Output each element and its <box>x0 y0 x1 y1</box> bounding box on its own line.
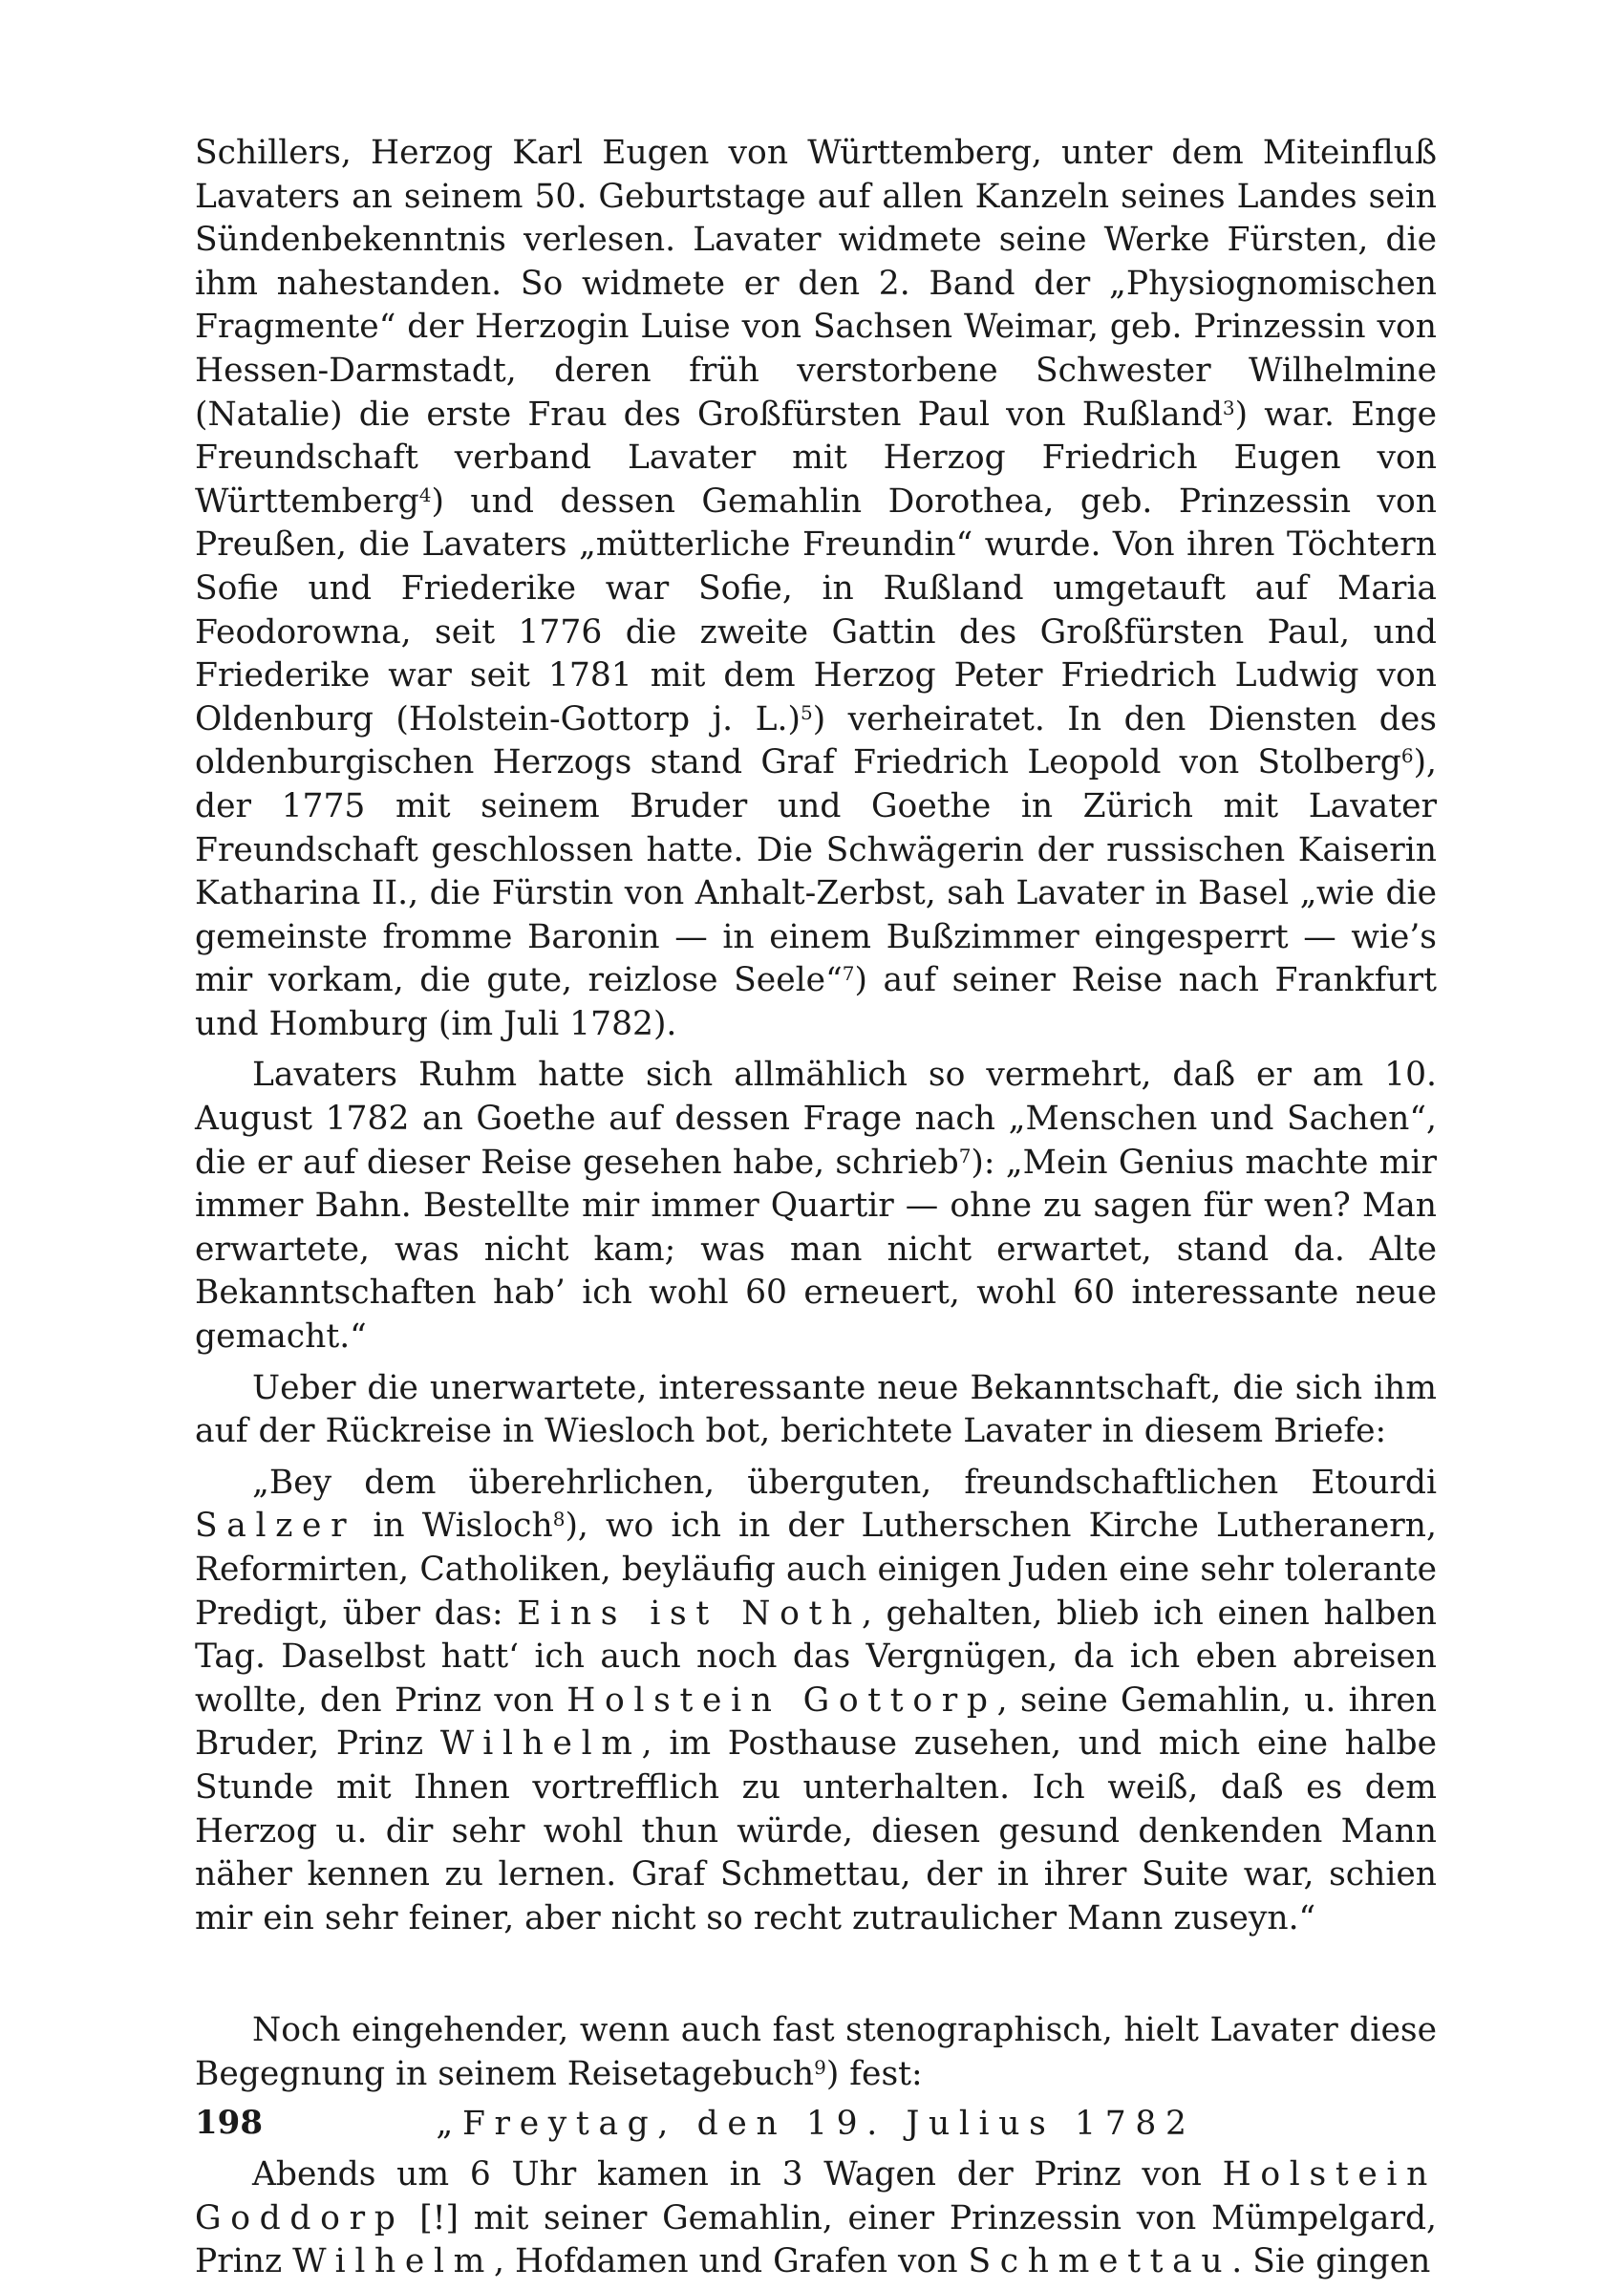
paragraph <box>195 132 1437 1046</box>
spaced-emphasis: Wilhelm <box>439 1724 642 1764</box>
paragraph <box>195 1462 1437 1941</box>
spaced-emphasis: Schmettau <box>968 2242 1232 2281</box>
text-run: , im Posthause zusehen, und mich eine halbe Stunde mit Ihnen vortrefflich zu unterhalten. Ich weiß, daß es dem Herzog u. dir sehr wohl thun würde, diesen gesund denkenden Mann näher kennen zu lernen. Graf Schmettau, der in ihrer Suite war, schien mir ein sehr feiner, aber nicht so recht zutraulicher Mann zuseyn.“ <box>195 1724 1437 1937</box>
text-run: , Hofdamen und Grafen von <box>494 2242 969 2281</box>
footnote-ref: 7 <box>842 962 855 986</box>
text-run: , seine Gemahlin, u. ihren Bruder, Prinz <box>195 1680 1437 1764</box>
text-run: „Bey dem überehrlichen, überguten, freundschaftlichen Etourdi <box>252 1463 1437 1502</box>
text-run: ), wo ich in der Lutherschen Kirche Lutheranern, Reformirten, Catholiken, beyläufig auch einigen Juden eine sehr tolerante Predigt, über das: <box>195 1507 1437 1633</box>
text-run: ) und dessen Gemahlin Dorothea, geb. Prinzessin von Preußen, die Lavaters „mütterliche Freundin“ wurde. Von ihren Töchtern Sofie und Friederike war Sofie, in Rußland umgetauft auf Maria Feodorowna, seit 1776 die zweite Gattin des Großfürsten Paul, und Friederike war seit 1781 mit dem Herzog Peter Friedrich Ludwig von Oldenburg (Holstein-Gottorp j. L.) <box>195 482 1437 738</box>
text-run: ) auf seiner Reise nach Frankfurt und Homburg (im Juli 1782). <box>195 961 1438 1043</box>
footnote-ref: 8 <box>552 1508 566 1531</box>
paragraph <box>195 1367 1437 1454</box>
text-run: Noch eingehender, wenn auch fast stenographisch, hielt Lavater diese Begegnung in seinem Reisetagebuch <box>195 2011 1437 2093</box>
text-run: ) fest: <box>825 2054 923 2093</box>
paragraph <box>195 2103 1437 2147</box>
footnote-ref: 6 <box>1400 744 1414 768</box>
footnote-ref: 5 <box>800 700 813 724</box>
text-run: ): „Mein Genius machte mir immer Bahn. Bestellte mir immer Quartir — ohne zu sagen für wen? Man erwartete, was nicht kam; was man nicht erwartet, stand da. Alte Bekanntschaften hab’ ich wohl 60 erneuert, wohl 60 interessante neue gemacht.“ <box>195 1143 1437 1357</box>
spaced-emphasis: Wilhelm <box>292 2242 495 2281</box>
paragraph <box>195 1054 1437 1359</box>
spaced-emphasis: Holstein Gottorp <box>566 1680 997 1720</box>
footnote-ref: 3 <box>1222 396 1235 419</box>
text-run: Ueber die unerwartete, interessante neue Bekanntschaft, die sich ihm auf der Rückreise in Wiesloch bot, berichtete Lavater in diesem Briefe: <box>195 1368 1437 1451</box>
text-run: ) war. Enge Freundschaft verband Lavater mit Herzog Friedrich Eugen von Württemberg <box>195 395 1437 521</box>
text-run: Abends um 6 Uhr kamen in 3 Wagen der Prinz von <box>252 2155 1223 2194</box>
text-run: ), der 1775 mit seinem Bruder und Goethe in Zürich mit Lavater Freundschaft geschlossen hatte. Die Schwägerin der russischen Kaiserin Katharina II., die Fürstin von Anhalt-Zerbst, sah Lavater in Basel „wie die gemeinste fromme Baronin — in einem Bußzimmer eingesperrt — wie’s mir vorkam, die gute, reizlose Seele“ <box>195 743 1437 1000</box>
page-body <box>195 132 1437 2284</box>
spaced-emphasis: Eins ist Noth <box>517 1594 862 1633</box>
footnote-ref: 9 <box>814 2055 826 2079</box>
text-run: ) verheiratet. In den Diensten des oldenburgischen Herzogs stand Graf Friedrich Leopold von Stolberg <box>195 699 1437 782</box>
text-run: , gehalten, blieb ich einen halben Tag. Daselbst hatt‘ ich auch noch das Vergnügen, da ich eben abreisen wollte, den Prinz von <box>195 1594 1437 1720</box>
footnote-ref: 7 <box>958 1144 972 1167</box>
footnote-ref: 4 <box>418 482 432 506</box>
paragraph <box>195 2009 1437 2096</box>
paragraph <box>195 2153 1437 2284</box>
text-run: Schillers, Herzog Karl Eugen von Württemberg, unter dem Miteinfluß Lavaters an seinem 50. Geburtstage auf allen Kanzeln seines Landes sein Sündenbekenntnis verlesen. Lavater widmete seine Werke Fürsten, die ihm nahestanden. So widmete er den 2. Band der „Physiognomischen Fragmente“ der Herzogin Luise von Sachsen Weimar, geb. Prinzessin von Hessen-Darmstadt, deren früh verstorbene Schwester Wilhelmine (Natalie) die erste Frau des Großfürsten Paul von Rußland <box>195 134 1437 434</box>
spaced-emphasis: „Freytag, den 19. Julius 1782 <box>436 2104 1196 2143</box>
spaced-emphasis: Holstein Goddorp <box>195 2155 1437 2237</box>
page-number: 198 <box>195 2104 263 2142</box>
spaced-emphasis: Salzer <box>195 1507 356 1546</box>
text-run: [!] mit seiner Gemahlin, einer Prinzessin von Mümpelgard, Prinz <box>195 2198 1437 2281</box>
text-run: Lavaters Ruhm hatte sich allmählich so vermehrt, daß er am 10. August 1782 an Goethe auf dessen Frage nach „Menschen und Sachen“, die er auf dieser Reise gesehen habe, schrieb <box>195 1056 1437 1182</box>
text-run: . Sie gingen <box>1231 2242 1431 2281</box>
text-run: in Wisloch <box>355 1507 553 1546</box>
